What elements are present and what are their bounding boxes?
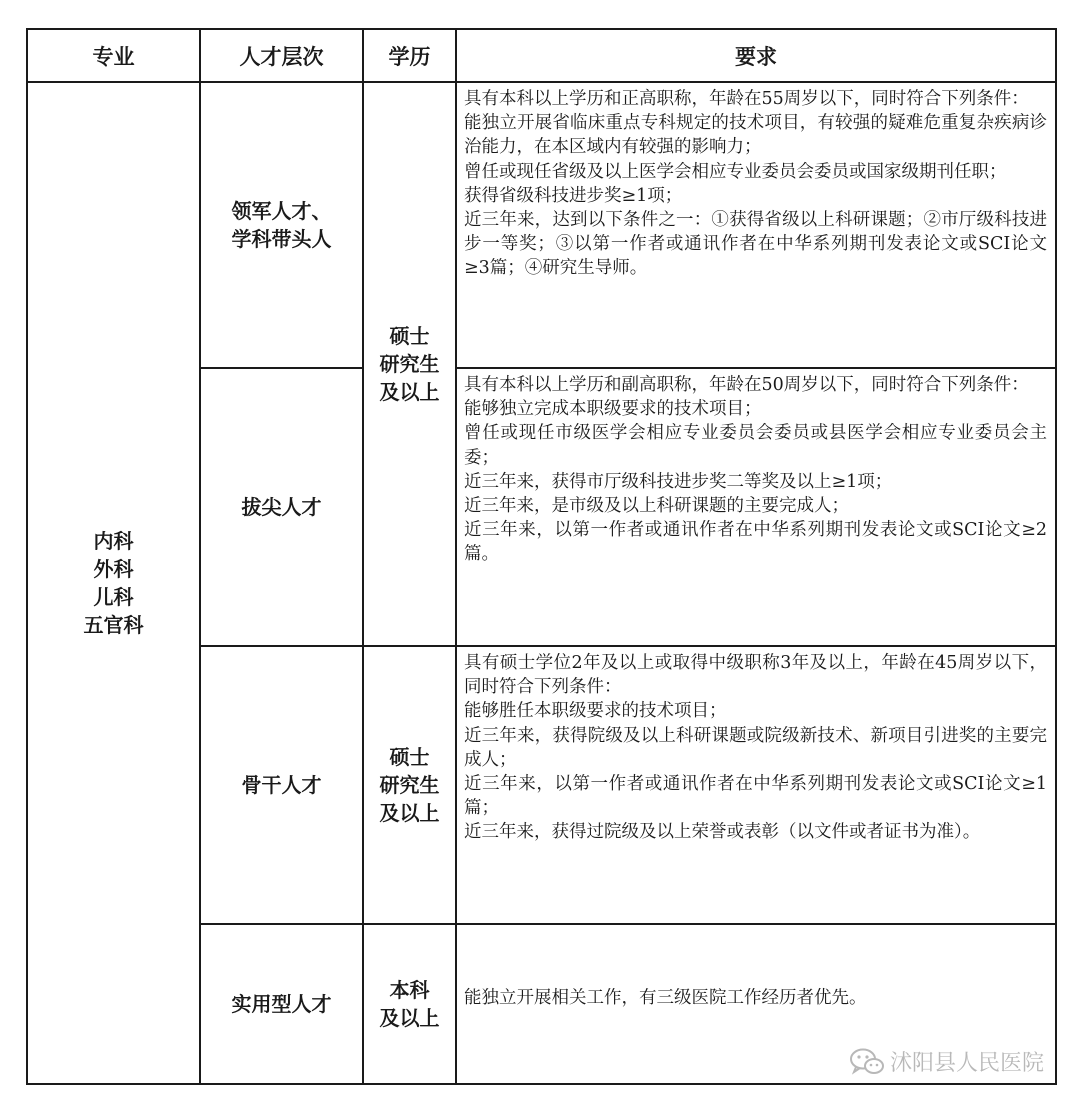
education-cell-backbone: 硕士 研究生 及以上 — [363, 646, 456, 924]
level-cell-practical: 实用型人才 — [200, 924, 363, 1084]
requirements-cell-top: 具有本科以上学历和副高职称，年龄在50周岁以下，同时符合下列条件： 能够独立完成本职级要求的技术项目； 曾任或现任市级医学会相应专业委员会委员或县医学会相应专业委员会主委； 近三年来，获得市厅级科技进步奖二等奖及以上≥1项； 近三年来，是市级及以上科研课题的主要完成人； 近三年来，以第一作者或通讯作者在中华系列期刊发表论文或SCI论文≥2篇。 — [456, 368, 1056, 646]
education-cell-shared: 硕士 研究生 及以上 — [363, 82, 456, 646]
specialty-internal: 内科 — [93, 529, 134, 553]
header-row — [27, 29, 1056, 82]
watermark — [850, 1046, 1044, 1077]
level-cell-top: 拔尖人才 — [200, 368, 363, 646]
requirements-cell-backbone: 具有硕士学位2年及以上或取得中级职称3年及以上，年龄在45周岁以下，同时符合下列条件： 能够胜任本职级要求的技术项目； 近三年来，获得院级及以上科研课题或院级新技术、新项目引进奖的主要完成人； 近三年来，以第一作者或通讯作者在中华系列期刊发表论文或SCI论文≥1篇； 近三年来，获得过院级及以上荣誉或表彰（以文件或者证书为准）。 — [456, 646, 1056, 924]
level-cell-backbone: 骨干人才 — [200, 646, 363, 924]
wechat-icon — [850, 1048, 884, 1076]
header-requirements: 要求 — [456, 29, 1056, 82]
header-education: 学历 — [363, 29, 456, 82]
specialty-ent: 五官科 — [83, 613, 144, 637]
specialty-pediatrics: 儿科 — [93, 585, 134, 609]
specialty-cell — [27, 82, 200, 1084]
watermark-text: 沭阳县人民医院 — [889, 1051, 1044, 1076]
header-talent-level: 人才层次 — [200, 29, 363, 82]
requirements-cell-practical: 能独立开展相关工作，有三级医院工作经历者优先。 — [456, 924, 1056, 1084]
specialty-surgery: 外科 — [93, 557, 134, 581]
talent-requirements-table — [26, 28, 1057, 1085]
table-row-leading-talent — [27, 82, 1056, 368]
requirements-cell-leading: 具有本科以上学历和正高职称，年龄在55周岁以下，同时符合下列条件： 能独立开展省临床重点专科规定的技术项目，有较强的疑难危重复杂疾病诊治能力，在本区域内有较强的影响力； 曾任或现任省级及以上医学会相应专业委员会委员或国家级期刊任职； 获得省级科技进步奖≥1项； 近三年来，达到以下条件之一：①获得省级以上科研课题；②市厅级科技进步一等奖；③以第一作者或通讯作者在中华系列期刊发表论文或SCI论文≥3篇；④研究生导师。 — [456, 82, 1056, 368]
education-cell-practical: 本科 及以上 — [363, 924, 456, 1084]
header-specialty: 专业 — [27, 29, 200, 82]
level-cell-leading: 领军人才、 学科带头人 — [200, 82, 363, 368]
